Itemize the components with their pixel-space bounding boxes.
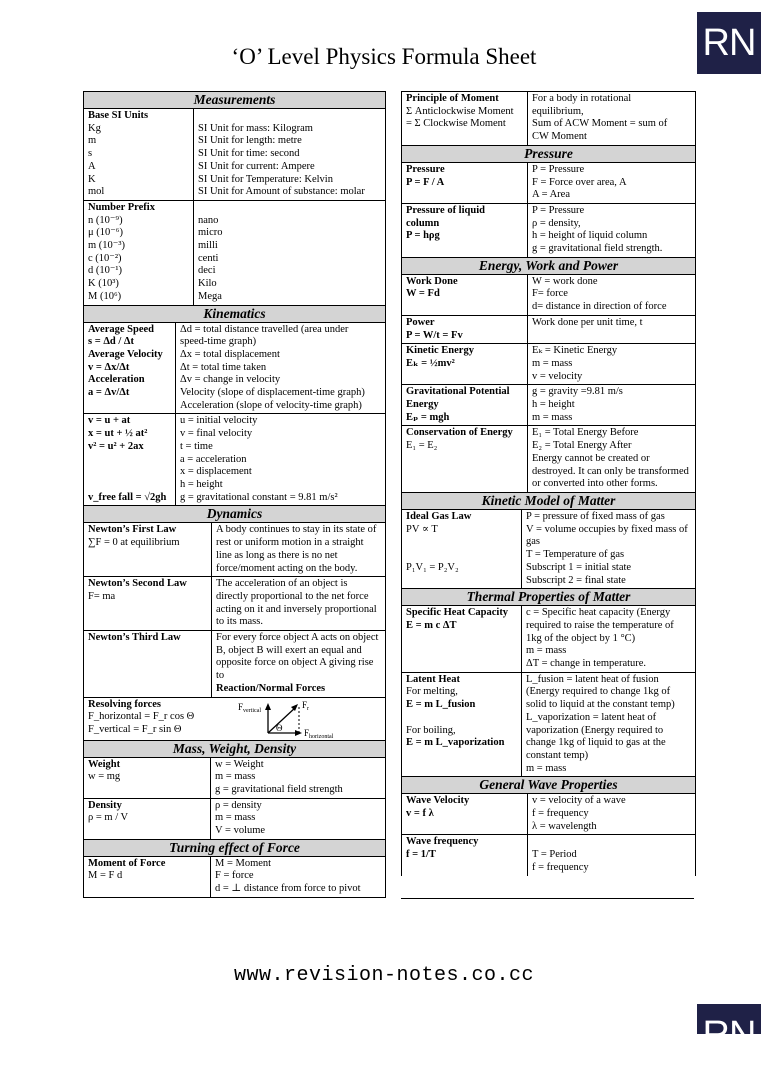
force-resolution-diagram (216, 699, 381, 739)
kin-key: Acceleration (88, 374, 145, 386)
ke-title: Kinetic Energy (406, 345, 474, 357)
liquid-var: P = Pressure (532, 204, 585, 216)
second-law-eq: F= ma (88, 590, 116, 602)
kin-var: a = acceleration (180, 453, 247, 465)
prefix-value: centi (198, 252, 219, 264)
second-law-text: The acceleration of an object is directly proportional to the net force acting on it and inversely proportional to its mass. (216, 578, 377, 628)
liquid-pressure-row (402, 204, 695, 258)
cons-eq: E₁ = E₂ (406, 440, 438, 452)
principle-text: For a body in rotational (532, 93, 632, 104)
kin-eq: v² = u² + 2ax (88, 440, 144, 452)
gpe-row (402, 385, 695, 426)
base-value: SI Unit for Amount of substance: molar (198, 186, 365, 198)
kin-value: Acceleration (slope of velocity-time graph) (180, 399, 362, 411)
weight-var: g = gravitational field strength (215, 783, 343, 795)
left-column (83, 91, 386, 898)
force-vector-diagram (216, 699, 376, 739)
work-title: Work Done (406, 275, 458, 287)
moment-title: Moment of Force (88, 857, 166, 869)
prefix-value: nano (198, 214, 219, 226)
density-row (84, 799, 385, 840)
gas-var: Subscript 2 = final state (526, 574, 626, 586)
wave-properties-header: General Wave Properties (402, 777, 695, 794)
kin-key: a = Δv/Δt (88, 387, 130, 399)
weight-var: w = Weight (215, 758, 264, 770)
weight-var: m = mass (215, 771, 256, 783)
f-horizontal-label: $F_{horizontal}$ (304, 727, 334, 740)
wave-frequency-title: Wave frequency (406, 836, 479, 848)
kin-value: Δx = total displacement (180, 348, 280, 360)
work-var: d= distance in direction of force (532, 301, 667, 313)
third-law-title: Newton’s Third Law (88, 632, 181, 644)
gas-var: Subscript 1 = initial state (526, 561, 632, 573)
kinetic-energy-row (402, 344, 695, 385)
resolving-title: Resolving forces (88, 698, 162, 710)
shc-title: Specific Heat Capacity (406, 607, 509, 619)
moment-var: F = force (215, 870, 254, 882)
right-column (401, 91, 696, 876)
prefix-value: micro (198, 227, 223, 239)
cons-var: E₁ = Total Energy Before (532, 427, 639, 439)
f-vertical-label: $F_{vertical}$ (238, 701, 262, 714)
kinematics-equations-row (84, 414, 385, 506)
kinetic-model-header: Kinetic Model of Matter (402, 493, 695, 510)
principle-text: Sum of ACW Moment = sum of (532, 118, 668, 130)
kinematics-definitions-row (84, 323, 385, 415)
shc-var: c = Specific heat capacity (Energy required to raise the temperature of 1kg of the object by 1 °C) (526, 607, 674, 644)
cons-var: E₂ = Total Energy After (532, 440, 632, 452)
base-si-title: Base SI Units (88, 110, 149, 121)
base-si-units-row (84, 109, 385, 201)
gas-title: Ideal Gas Law (406, 510, 472, 522)
gas-var: P = pressure of fixed mass of gas (526, 510, 665, 522)
gas-eq: PV ∝ T (406, 523, 438, 535)
page-title: ‘O’ Level Physics Formula Sheet (231, 44, 537, 69)
wave-velocity-var: λ = wavelength (532, 820, 597, 832)
kin-eq: v_free fall = √2gh (88, 491, 167, 503)
kin-eq: v = u + at (88, 415, 131, 427)
prefix-value: Mega (198, 290, 222, 302)
newton-third-law-row (84, 631, 385, 698)
wave-frequency-var: f = frequency (532, 861, 589, 873)
kin-key: Average Speed (88, 323, 154, 335)
measurements-header: Measurements (84, 92, 385, 109)
density-var: ρ = density (215, 799, 262, 811)
prefix-key: μ (10⁻⁶) (88, 227, 123, 239)
prefix-key: m (10⁻³) (88, 240, 125, 252)
specific-heat-row (402, 606, 695, 673)
wave-velocity-title: Wave Velocity (406, 795, 470, 807)
base-value: SI Unit for length: metre (198, 135, 302, 147)
liquid-var: ρ = density, (532, 217, 581, 229)
gas-var: T = Temperature of gas (526, 549, 625, 561)
kin-value: Δt = total time taken (180, 361, 267, 373)
power-eq: P = W/t = Fv (406, 329, 463, 341)
first-law-title: Newton’s First Law (88, 524, 177, 536)
rn-logo-text: RN (702, 22, 756, 64)
kin-key: v = Δx/Δt (88, 361, 130, 373)
prefix-key: n (10⁻⁹) (88, 214, 123, 226)
newton-second-law-row (84, 577, 385, 631)
moment-var: d = ⊥ distance from force to pivot (215, 883, 361, 895)
prefix-key: c (10⁻²) (88, 252, 122, 264)
gas-var: V = volume occupies by fixed mass of gas (526, 523, 688, 548)
ideal-gas-row (402, 510, 695, 589)
base-key: s (88, 148, 93, 160)
base-key: Kg (88, 122, 101, 134)
wave-frequency-eq: f = 1/T (406, 849, 436, 861)
rn-logo-bottom-text: RN (702, 1014, 756, 1056)
principle-eq: Σ Anticlockwise Moment (406, 105, 514, 117)
prefix-value: Kilo (198, 278, 217, 290)
ke-var: Eₖ = Kinetic Energy (532, 345, 618, 357)
kin-var: x = displacement (180, 466, 252, 478)
gpe-eq: Eₚ = mgh (406, 411, 450, 423)
latent-title: Latent Heat (406, 673, 460, 685)
density-eq: ρ = m / V (88, 812, 129, 824)
first-law-text: A body continues to stay in its state of rest or uniform motion in a straight line as long as there is no net force/moment acting on the body. (216, 524, 377, 574)
moment-var: M = Moment (215, 857, 272, 869)
mass-weight-density-header: Mass, Weight, Density (84, 741, 385, 758)
wave-velocity-row (402, 794, 695, 835)
thermal-header: Thermal Properties of Matter (402, 589, 695, 606)
kinematics-header: Kinematics (84, 306, 385, 323)
shc-var: m = mass (526, 645, 567, 657)
base-key: mol (88, 186, 105, 198)
principle-title: Principle of Moment (406, 93, 499, 104)
liquid-var: h = height of liquid column (532, 230, 648, 242)
ke-var: m = mass (532, 357, 573, 369)
latent-heat-row (402, 673, 695, 778)
base-value: SI Unit for time: second (198, 148, 300, 160)
liquid-title: Pressure of liquid (406, 204, 485, 216)
theta-label: Θ (276, 722, 283, 733)
energy-header: Energy, Work and Power (402, 258, 695, 275)
resolving-forces-row (84, 698, 385, 741)
moment-of-force-row (84, 857, 385, 898)
gpe-title: Energy (406, 399, 439, 411)
ke-eq: Eₖ = ½mv² (406, 357, 455, 369)
latent-boil: For boiling, (406, 724, 456, 736)
ke-var: v = velocity (532, 370, 583, 382)
pressure-header: Pressure (402, 146, 695, 163)
wave-velocity-eq: v = f λ (406, 808, 434, 820)
principle-eq: = Σ Clockwise Moment (406, 118, 506, 130)
shc-eq: E = m c ΔT (406, 619, 457, 631)
power-var: Work done per unit time, t (532, 316, 643, 328)
kin-var: u = initial velocity (180, 415, 258, 427)
pressure-var: F = Force over area, A (532, 176, 627, 188)
gas-eq2: P₁V₁ = P₂V₂ (406, 561, 459, 573)
liquid-var: g = gravitational field strength. (532, 243, 663, 255)
work-done-row (402, 275, 695, 316)
wave-frequency-row (402, 835, 695, 875)
work-var: W = work done (532, 275, 598, 287)
liquid-title: column (406, 217, 440, 229)
wave-velocity-var: v = velocity of a wave (532, 795, 626, 807)
newton-first-law-row (84, 523, 385, 577)
kin-key: Average Velocity (88, 348, 163, 360)
prefix-value: deci (198, 265, 216, 277)
density-var: V = volume (215, 825, 266, 837)
prefix-key: d (10⁻¹) (88, 265, 123, 277)
liquid-eq: P = hρg (406, 230, 440, 242)
kin-var: h = height (180, 478, 223, 490)
gpe-var: m = mass (532, 411, 573, 423)
density-title: Density (88, 799, 122, 811)
latent-melt: For melting, (406, 686, 458, 698)
weight-title: Weight (88, 758, 121, 770)
principle-of-moment-row (402, 92, 695, 146)
power-row (402, 316, 695, 344)
prefix-value: milli (198, 240, 218, 252)
base-key: K (88, 173, 96, 185)
f-resultant-label: $F_r$ (302, 699, 310, 712)
base-value: SI Unit for current: Ampere (198, 160, 315, 172)
kin-value: speed-time graph) (180, 336, 257, 348)
work-eq: W = Fd (406, 288, 440, 300)
second-law-title: Newton’s Second Law (88, 578, 187, 590)
principle-text: equilibrium, (532, 105, 584, 117)
latent-var: L_fusion = latent heat of fusion (Energy required to change 1kg of solid to liquid at the constant temp) (526, 673, 675, 711)
work-var: F= force (532, 288, 568, 300)
shc-var: ΔT = change in temperature. (526, 658, 647, 670)
conservation-energy-row (402, 426, 695, 493)
latent-var: m = mass (526, 762, 567, 774)
moment-eq: M = F d (88, 870, 123, 882)
latent-boil-eq: E = m L_vaporization (406, 737, 505, 749)
third-law-bold: Reaction/Normal Forces (216, 682, 326, 694)
pressure-eq: P = F / A (406, 176, 445, 188)
pressure-title: Pressure (406, 163, 445, 175)
base-key: A (88, 160, 96, 172)
bottom-rule (401, 898, 694, 899)
power-title: Power (406, 316, 435, 328)
dynamics-header: Dynamics (84, 506, 385, 523)
first-law-eq: ∑F = 0 at equilibrium (88, 537, 180, 549)
kin-key: s = Δd / Δt (88, 336, 134, 348)
resolving-vertical: F_vertical = F_r sin Θ (88, 723, 182, 735)
kin-value: Δv = change in velocity (180, 374, 281, 386)
base-value: SI Unit for mass: Kilogram (198, 122, 313, 134)
kin-var: g = gravitational constant = 9.81 m/s² (180, 491, 338, 503)
cons-title: Conservation of Energy (406, 427, 513, 439)
resolving-horizontal: F_horizontal = F_r cos Θ (88, 711, 195, 723)
principle-text: CW Moment (532, 131, 587, 143)
pressure-row (402, 163, 695, 204)
website-url[interactable]: www.revision-notes.co.cc (233, 964, 535, 987)
base-key: m (88, 135, 97, 147)
kin-eq: x = ut + ½ at² (88, 428, 148, 440)
kin-value: Δd = total distance travelled (area under (180, 323, 349, 335)
pressure-var: P = Pressure (532, 163, 585, 175)
prefix-key: K (10³) (88, 278, 119, 290)
number-prefix-row (84, 201, 385, 306)
density-var: m = mass (215, 812, 256, 824)
weight-row (84, 758, 385, 799)
prefix-title: Number Prefix (88, 201, 155, 213)
latent-melt-eq: E = m L_fusion (406, 699, 476, 711)
weight-eq: w = mg (88, 771, 121, 783)
kin-var: v = final velocity (180, 428, 253, 440)
cons-text: Energy cannot be created or destroyed. It can only be transformed or converted into other forms. (532, 452, 689, 490)
kin-value: Velocity (slope of displacement-time graph) (180, 387, 365, 399)
gpe-var: g = gravity =9.81 m/s (532, 386, 623, 398)
pressure-var: A = Area (532, 189, 570, 201)
gpe-title: Gravitational Potential (406, 386, 510, 398)
latent-var: L_vaporization = latent heat of vaporization (Energy required to change 1kg of liquid to gas at the constant temp) (526, 711, 666, 761)
turning-effect-header: Turning effect of Force (84, 840, 385, 857)
kin-var: t = time (180, 440, 213, 452)
rn-logo-bottom (697, 1004, 761, 1056)
gpe-var: h = height (532, 399, 575, 411)
third-law-text: For every force object A acts on object B, object B will exert an equal and opposite force on object A giving rise to (216, 632, 379, 682)
wave-velocity-var: f = frequency (532, 808, 589, 820)
wave-frequency-var: T = Period (532, 849, 577, 861)
prefix-key: M (10⁶) (88, 290, 122, 302)
base-value: SI Unit for Temperature: Kelvin (198, 173, 333, 185)
